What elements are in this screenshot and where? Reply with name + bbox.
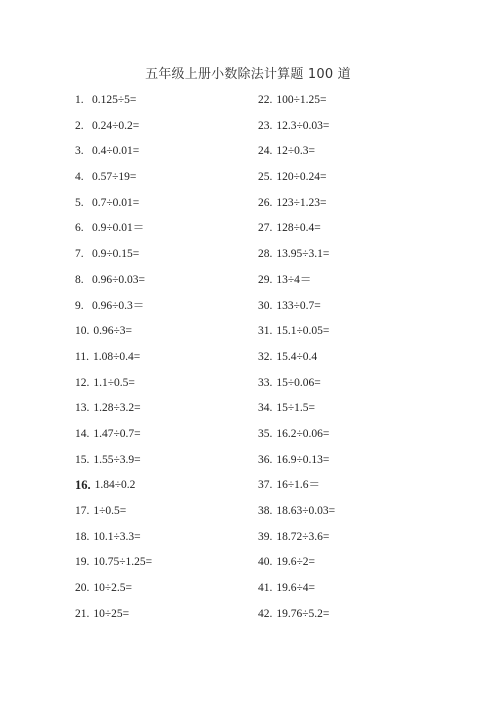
problem-expression: 16÷1.6＝	[276, 479, 321, 492]
problem-item	[258, 606, 458, 632]
problem-expression: 1.47÷0.7=	[93, 427, 141, 440]
problem-number: 30.	[258, 299, 273, 312]
problem-item	[258, 92, 458, 118]
problem-item	[75, 220, 275, 246]
problem-item	[258, 503, 458, 529]
problem-item	[75, 169, 275, 195]
problem-item	[75, 606, 275, 632]
problem-expression: 19.6÷2=	[276, 556, 316, 569]
problem-column-left	[75, 92, 275, 631]
problem-number: 35.	[258, 427, 273, 440]
problem-number: 28.	[258, 248, 273, 261]
problem-item	[258, 143, 458, 169]
problem-column-right	[258, 92, 458, 631]
problem-expression: 128÷0.4=	[276, 222, 321, 235]
problem-number: 42.	[258, 607, 273, 620]
problem-expression: 18.63÷0.03=	[276, 505, 336, 517]
problem-expression: 1.55÷3.9=	[93, 453, 141, 466]
problem-number: 37.	[258, 479, 273, 492]
problem-item	[75, 246, 275, 272]
problem-expression: 1.28÷3.2=	[93, 402, 141, 415]
problem-item	[258, 195, 458, 221]
problem-item	[75, 426, 275, 452]
problem-number: 18.	[75, 530, 90, 543]
problem-item	[258, 554, 458, 580]
problem-expression: 0.24÷0.2=	[92, 119, 140, 132]
problem-number: 38.	[258, 505, 273, 517]
problem-item	[75, 143, 275, 169]
problem-item	[75, 477, 275, 503]
problem-number: 27.	[258, 222, 273, 235]
problem-number: 6.	[75, 222, 84, 235]
problem-number: 2.	[75, 119, 84, 132]
problem-number: 3.	[75, 145, 84, 158]
problem-number: 11.	[75, 350, 89, 363]
problem-expression: 19.76÷5.2=	[276, 607, 330, 620]
problem-expression: 15÷0.06=	[276, 376, 321, 389]
problem-expression: 0.96÷0.3＝	[92, 299, 145, 312]
problem-expression: 12÷0.3=	[276, 145, 316, 158]
problem-number: 4.	[75, 171, 84, 184]
problem-expression: 1.1÷0.5=	[93, 376, 135, 389]
problem-expression: 19.6÷4=	[276, 582, 316, 595]
problem-expression: 0.7÷0.01=	[92, 196, 140, 209]
problem-expression: 15.4÷0.4	[276, 350, 318, 363]
problem-number: 31.	[258, 325, 273, 338]
problem-item	[258, 118, 458, 144]
problem-number: 39.	[258, 530, 273, 543]
problem-item	[75, 298, 275, 324]
problem-item	[258, 400, 458, 426]
problem-item	[75, 503, 275, 529]
problem-expression: 100÷1.25=	[276, 94, 327, 106]
problem-item	[258, 580, 458, 606]
problem-expression: 12.3÷0.03=	[276, 119, 330, 132]
problem-number: 41.	[258, 582, 273, 595]
problem-number: 29.	[258, 273, 273, 286]
problem-expression: 18.72÷3.6=	[276, 530, 330, 543]
problem-item	[75, 195, 275, 221]
problem-expression: 0.57÷19=	[92, 171, 137, 184]
page-title: 五年级上册小数除法计算题 100 道	[145, 67, 351, 82]
problem-number: 17.	[75, 505, 90, 517]
problem-expression: 1÷0.5=	[93, 505, 127, 517]
problem-expression: 0.96÷0.03=	[92, 273, 146, 286]
problem-number: 19.	[75, 556, 90, 569]
problem-expression: 1.84÷0.2	[94, 479, 136, 492]
problem-item	[258, 298, 458, 324]
problem-expression: 0.96÷3=	[93, 325, 133, 338]
problem-expression: 13.95÷3.1=	[276, 248, 330, 261]
problem-number: 10.	[75, 325, 90, 338]
problem-expression: 10.75÷1.25=	[93, 556, 153, 569]
problem-number: 32.	[258, 350, 273, 363]
problem-expression: 10.1÷3.3=	[93, 530, 141, 543]
problem-item	[75, 323, 275, 349]
problem-item	[75, 375, 275, 401]
problem-expression: 10÷2.5=	[93, 582, 133, 595]
problem-item	[75, 400, 275, 426]
problem-number: 24.	[258, 145, 273, 158]
problem-item	[258, 169, 458, 195]
problem-item	[258, 272, 458, 298]
problem-item	[75, 92, 275, 118]
problem-item	[75, 118, 275, 144]
problem-number: 22.	[258, 94, 273, 106]
problem-number: 13.	[75, 402, 90, 415]
problem-item	[258, 246, 458, 272]
problem-item	[258, 529, 458, 555]
problem-item	[258, 323, 458, 349]
problem-expression: 15÷1.5=	[276, 402, 316, 415]
problem-number: 15.	[75, 453, 90, 466]
problem-item	[258, 220, 458, 246]
problem-number: 33.	[258, 376, 273, 389]
problem-number: 36.	[258, 453, 273, 466]
problem-expression: 10÷25=	[93, 607, 130, 620]
problem-expression: 16.2÷0.06=	[276, 427, 330, 440]
problem-item	[258, 426, 458, 452]
problem-number: 7.	[75, 248, 84, 261]
problem-item	[75, 529, 275, 555]
problem-item	[258, 477, 458, 503]
problem-expression: 0.4÷0.01=	[92, 145, 140, 158]
problem-expression: 0.9÷0.15=	[92, 248, 140, 261]
problem-item	[258, 452, 458, 478]
problem-expression: 133÷0.7=	[276, 299, 321, 312]
problem-expression: 123÷1.23=	[276, 196, 327, 209]
problem-number: 34.	[258, 402, 273, 415]
problem-number: 16.	[75, 478, 91, 493]
problem-number: 9.	[75, 299, 84, 312]
problem-number: 40.	[258, 556, 273, 569]
problem-expression: 120÷0.24=	[276, 171, 327, 184]
problem-number: 21.	[75, 607, 90, 620]
problem-number: 14.	[75, 427, 90, 440]
problem-number: 12.	[75, 376, 90, 389]
problem-expression: 0.9÷0.01＝	[92, 222, 145, 235]
problem-number: 25.	[258, 171, 273, 184]
problem-expression: 13÷4＝	[276, 273, 312, 286]
problem-expression: 16.9÷0.13=	[276, 453, 330, 466]
problem-item	[75, 452, 275, 478]
problem-expression: 15.1÷0.05=	[276, 325, 330, 338]
problem-item	[258, 375, 458, 401]
problem-expression: 0.125÷5=	[92, 94, 137, 106]
problem-number: 26.	[258, 196, 273, 209]
problem-number: 8.	[75, 273, 84, 286]
problem-expression: 1.08÷0.4=	[92, 350, 141, 363]
problem-item	[75, 554, 275, 580]
problem-number: 5.	[75, 196, 84, 209]
problem-number: 20.	[75, 582, 90, 595]
problem-item	[75, 272, 275, 298]
problem-number: 23.	[258, 119, 273, 132]
problem-item	[258, 349, 458, 375]
problem-item	[75, 349, 275, 375]
problem-number: 1.	[75, 94, 84, 106]
problem-item	[75, 580, 275, 606]
